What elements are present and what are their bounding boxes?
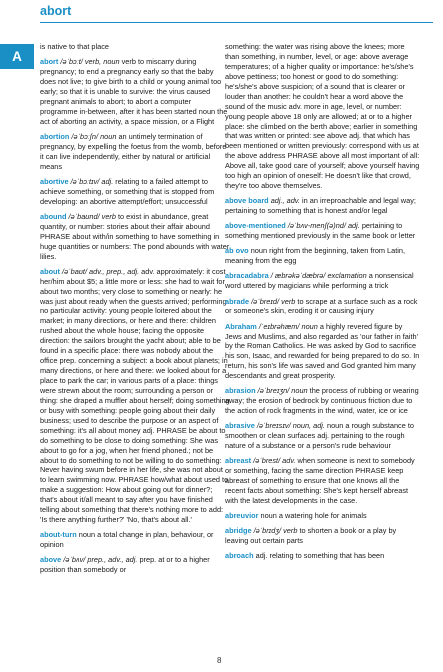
page-number: 8 xyxy=(217,656,222,665)
definition-text: to exist in abundance, great quantity, or number: stories about their affair abound PHRASE about with/in something to have something in huge quantities or numbers: The pond abounds with water lilies. xyxy=(40,211,230,261)
pronunciation-and-pos: /əˈbrɪdʒ/ verb xyxy=(251,526,298,536)
dictionary-entry xyxy=(225,421,420,451)
pronunciation-and-pos: /əˈbɔːt/ verb, noun xyxy=(58,57,120,67)
header-rule xyxy=(40,22,433,23)
headword: abrasion xyxy=(225,386,256,396)
dictionary-entry xyxy=(225,456,420,506)
headword: about xyxy=(40,266,60,276)
pronunciation-and-pos: /əˈbaʊt/ adv., prep., adj. xyxy=(60,266,140,276)
running-head-word: abort xyxy=(40,4,72,18)
dictionary-entry xyxy=(225,196,420,216)
definition-text: adj. relating to something that has been xyxy=(253,551,385,561)
dictionary-entry xyxy=(40,132,230,172)
dictionary-entry xyxy=(40,212,230,262)
pronunciation-and-pos: /əˈbʌv-menʃ(ə)nd/ adj. xyxy=(285,221,360,231)
definition-text: in an irreproachable and legal way; pertaining to something that is honest and/or legal xyxy=(225,196,416,216)
pronunciation-and-pos: /əˈbrest/ adv. xyxy=(251,456,296,466)
headword: abroach xyxy=(225,551,254,561)
dictionary-entry xyxy=(225,221,420,241)
headword: above xyxy=(40,555,62,565)
headword: abracadabra xyxy=(225,271,269,281)
headword: ab ovo xyxy=(225,246,249,256)
headword: abrade xyxy=(225,296,250,306)
dictionary-entry xyxy=(40,57,230,127)
pronunciation-and-pos: / æbrəkəˈdæbrə/ exclamation xyxy=(268,271,367,281)
headword: abridge xyxy=(225,526,252,536)
pronunciation-and-pos: /ˈeɪbrəhæm/ noun xyxy=(256,321,318,331)
definition-text: verb to miscarry during pregnancy; to end a pregnancy early so that the baby does not live; to give birth to a child or young animal too early; so that it is unable to survive: the virus caused pregnant animals to abort; to abort a computer programme in-between, after it has been started noun the act of aborting an activity, a space mission, or a Flight xyxy=(40,57,228,126)
right-column xyxy=(225,42,420,567)
dictionary-entry xyxy=(225,386,420,416)
dictionary-entry xyxy=(225,42,420,191)
definition-text: an untimely termination of pregnancy, by expelling the foetus from the womb, before it can live independently, either by natural or artificial means xyxy=(40,131,227,171)
pronunciation-and-pos: /əˈbreɪʒn/ noun xyxy=(255,386,308,396)
definition-text: noun a total change in plan, behaviour, or opinion xyxy=(40,530,214,550)
pronunciation-and-pos: adj., adv. xyxy=(268,196,300,206)
dictionary-entry xyxy=(225,526,420,546)
headword: above board xyxy=(225,196,269,206)
definition-text: a highly revered figure by Jews and Muslims, and also regarded as 'our father in faith' by the Roman Catholics. He was asked by God to sacrifice his son, Isaac, and rewarded for being prepared to do so. In return, his son's life was saved and God granted him many descendants and great prosperity. xyxy=(225,321,420,381)
definition-text: when someone is next to somebody or something, facing the same direction PHRASE keep abreast of something to ensure that one knows all the recent facts about something: She's kept herself abreast with the latest developments in the case. xyxy=(225,456,415,506)
dictionary-entry xyxy=(225,297,420,317)
dictionary-entry xyxy=(225,246,420,266)
headword: abortion xyxy=(40,131,70,141)
definition-text: pertaining to something mentioned previously in the same book or letter xyxy=(225,221,416,241)
definition-text: a nonsensical word uttered by magicians while performing a trick xyxy=(225,271,414,291)
dictionary-entry xyxy=(225,511,420,521)
headword: abound xyxy=(40,211,67,221)
dictionary-entry xyxy=(40,530,230,550)
definition-text: noun a watering hole for animals xyxy=(258,511,367,521)
dictionary-entry xyxy=(40,555,230,575)
dictionary-entry xyxy=(225,551,420,561)
headword: abrasive xyxy=(225,421,255,431)
dictionary-entry xyxy=(40,267,230,525)
left-column xyxy=(40,42,230,580)
dictionary-entry xyxy=(225,322,420,382)
headword: abreuvior xyxy=(225,511,259,521)
definition-text: to scrape at a surface such as a rock or someone's skin, eroding it or causing injury xyxy=(225,296,418,316)
headword: above-mentioned xyxy=(225,221,286,231)
definition-text: to shorten a book or a play by leaving out certain parts xyxy=(225,526,397,546)
pronunciation-and-pos: /əˈbreɪsɪv/ noun, adj. xyxy=(254,421,325,431)
definition-text: relating to a failed attempt to achieve something, or something that is stopped from developing: an abortive attempt/effort; unsuccessful xyxy=(40,176,215,206)
headword: Abraham xyxy=(225,321,257,331)
headword: abortive xyxy=(40,176,69,186)
dictionary-entry xyxy=(40,177,230,207)
pronunciation-and-pos: /əˈbreɪd/ verb xyxy=(249,296,296,306)
pronunciation-and-pos: /əˈbʌv/ prep., adv., adj. xyxy=(61,555,138,565)
definition-text: prep. at or to a higher position than somebody or xyxy=(40,555,210,575)
letter-thumb-tab: A xyxy=(0,44,34,69)
definition-text: noun right from the beginning, taken from Latin, meaning from the egg xyxy=(225,246,406,266)
pronunciation-and-pos: /əˈbaʊnd/ verb xyxy=(66,211,116,221)
pronunciation-and-pos: /əˈbɔːʃn/ noun xyxy=(69,131,117,141)
dictionary-entry xyxy=(40,42,230,52)
headword: abort xyxy=(40,57,59,67)
pronunciation-and-pos: /əˈbɔːtɪv/ adj. xyxy=(68,176,114,186)
headword: about-turn xyxy=(40,530,77,540)
headword: abreast xyxy=(225,456,252,466)
definition-text: the process of rubbing or wearing away; the erosion of bedrock by continuous friction due to the action of rock fragments in the wind, water, ice or ice xyxy=(225,386,419,416)
definition-text: something: the water was rising above the knees; more than something, in number, level, or age: above average temperatures; of a higher quality or importance: he's/she's above pettiness; too honest or good to do something: he's/she's above suspicion; of a sound that is clearer or louder than another: he couldn't hear a word above the sound of the music adv. more in age, level, or number: young people above 18 only are allowed; at or to a higher place: she climbed on the berth above; earlier in something that was written or printed: see above adj. that which has been mentioned or written previously: correspond with us at the above address PHRASE above all most important of all: Above all, take good care of yourself; above yourself having too high an opinion of oneself: He doesn't like that crowd, they're too above themselves. xyxy=(225,42,420,191)
definition-text: adv. approximately: it cost her/him about $5; a little more or less: she had to wait for about two months; very close to something or nearly: he was just about ready when the guests arrived; performing no particular activity: young people loitered about the market; in many directions, or here and there: children rushed about the whole house; facing the opposite direction: the sailors brought the yacht about; able to be found in a specific place: there was nobody about the office prep. concerning a subject: a book about planets; in many directions, or here and there: we looked about for a place to park the car; in various parts of a place: things were strewn about the room; surrounding a person or thing: she draped a muffler about herself; doing something or busy with something: people going about their daily business; used to describe the purpose or an aspect of something: it's all about money adj. PHRASE be about to do something to be close to doing something: She was about to go for a jog, when her friend phoned.; not be about to do something to not be willing to do something: Never having swum before in her life, she was not about to learn swimming now. PHRASE how/what about used to make a suggestion: How about going out for dinner?; that's about it/all meant to say after you have finished telling about something that there's nothing more to add: 'Is there anything further?' 'No, that's about all.' xyxy=(40,266,230,525)
definition-text: noun a rough substance to smoothen or clean surfaces adj. pertaining to the rough nature of a substance or a person's rude behaviour xyxy=(225,421,414,451)
dictionary-entry xyxy=(225,271,420,291)
definition-text: is native to that place xyxy=(40,42,109,51)
